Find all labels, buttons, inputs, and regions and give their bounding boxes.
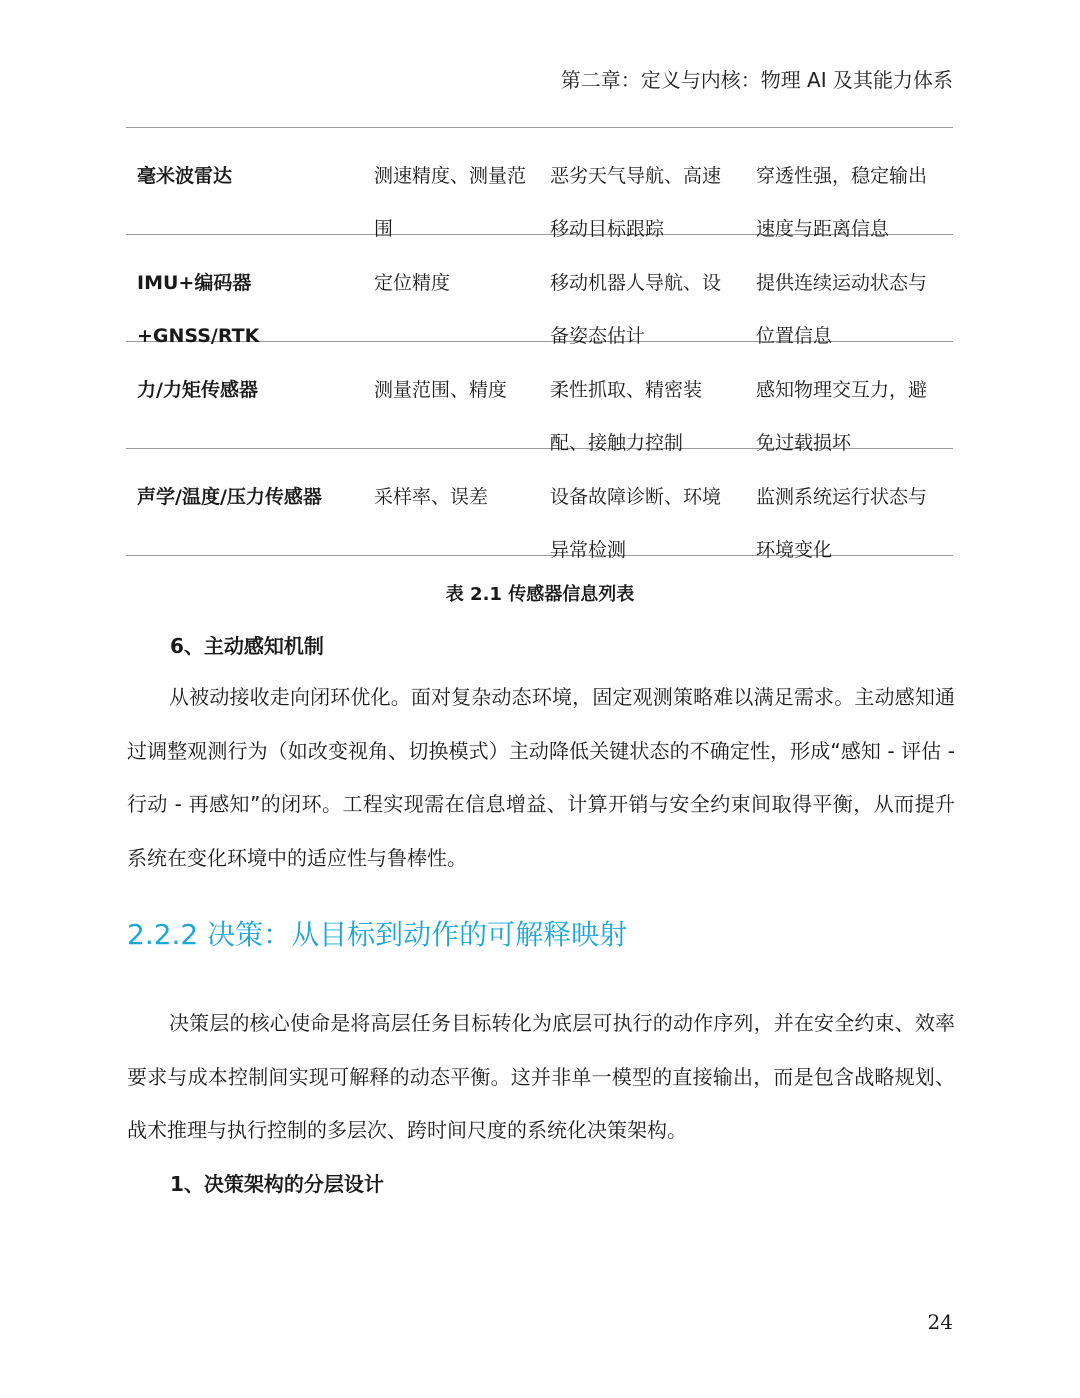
- sensor-name-cell: 力/力矩传感器: [137, 379, 258, 401]
- section-title: 2.2.2 决策：从目标到动作的可解释映射: [127, 918, 628, 951]
- sensor-name-cell: 毫米波雷达: [137, 165, 233, 187]
- metric-cell: 定位精度: [374, 272, 451, 294]
- body-paragraph: 决策层的核心使命是将高层任务目标转化为底层可执行的动作序列，并在安全约束、效率要求与成本控制间实现可解释的动态平衡。这并非单一模型的直接输出，而是包含战略规划、战术推理与执行控制的多层次、跨时间尺度的系统化决策架构。: [127, 1011, 955, 1142]
- metric-cell: 测量范围、精度: [374, 379, 508, 401]
- application-cell: 移动机器人导航、设 备姿态估计: [550, 272, 722, 347]
- table-caption: 表 2.1 传感器信息列表: [445, 584, 635, 605]
- metric-cell: 采样率、误差: [374, 486, 489, 508]
- application-cell: 柔性抓取、精密装 配、接触力控制: [550, 379, 703, 454]
- advantage-cell: 提供连续运动状态与 位置信息: [756, 272, 928, 347]
- page-number: 24: [927, 1310, 953, 1334]
- application-cell: 设备故障诊断、环境 异常检测: [550, 486, 722, 561]
- running-header: 第二章：定义与内核：物理 AI 及其能力体系: [560, 68, 953, 92]
- advantage-cell: 感知物理交互力，避 免过载损坏: [756, 379, 928, 454]
- sensor-name-cell: IMU+编码器 +GNSS/RTK: [137, 272, 260, 347]
- metric-cell: 测速精度、测量范 围: [374, 165, 527, 240]
- application-cell: 恶劣天气导航、高速 移动目标跟踪: [550, 165, 722, 240]
- sensor-table: [126, 127, 953, 561]
- table-row: [126, 449, 953, 561]
- sensor-name-cell: 声学/温度/压力传感器: [137, 486, 322, 508]
- advantage-cell: 监测系统运行状态与 环境变化: [756, 486, 928, 561]
- table-row: [126, 128, 953, 240]
- advantage-cell: 穿透性强，稳定输出 速度与距离信息: [756, 165, 928, 240]
- table-row: [126, 235, 953, 347]
- subsection-heading: 6、主动感知机制: [170, 634, 324, 658]
- body-paragraph: 从被动接收走向闭环优化。面对复杂动态环境，固定观测策略难以满足需求。主动感知通过调整观测行为（如改变视角、切换模式）主动降低关键状态的不确定性，形成“感知 - 评估 - 行动 - 再感知”的闭环。工程实现需在信息增益、计算开销与安全约束间取得平衡，从而提升系统在变化环境中的适应性与鲁棒性。: [127, 685, 955, 870]
- subsection-heading: 1、决策架构的分层设计: [170, 1172, 384, 1196]
- table-row: [126, 342, 953, 454]
